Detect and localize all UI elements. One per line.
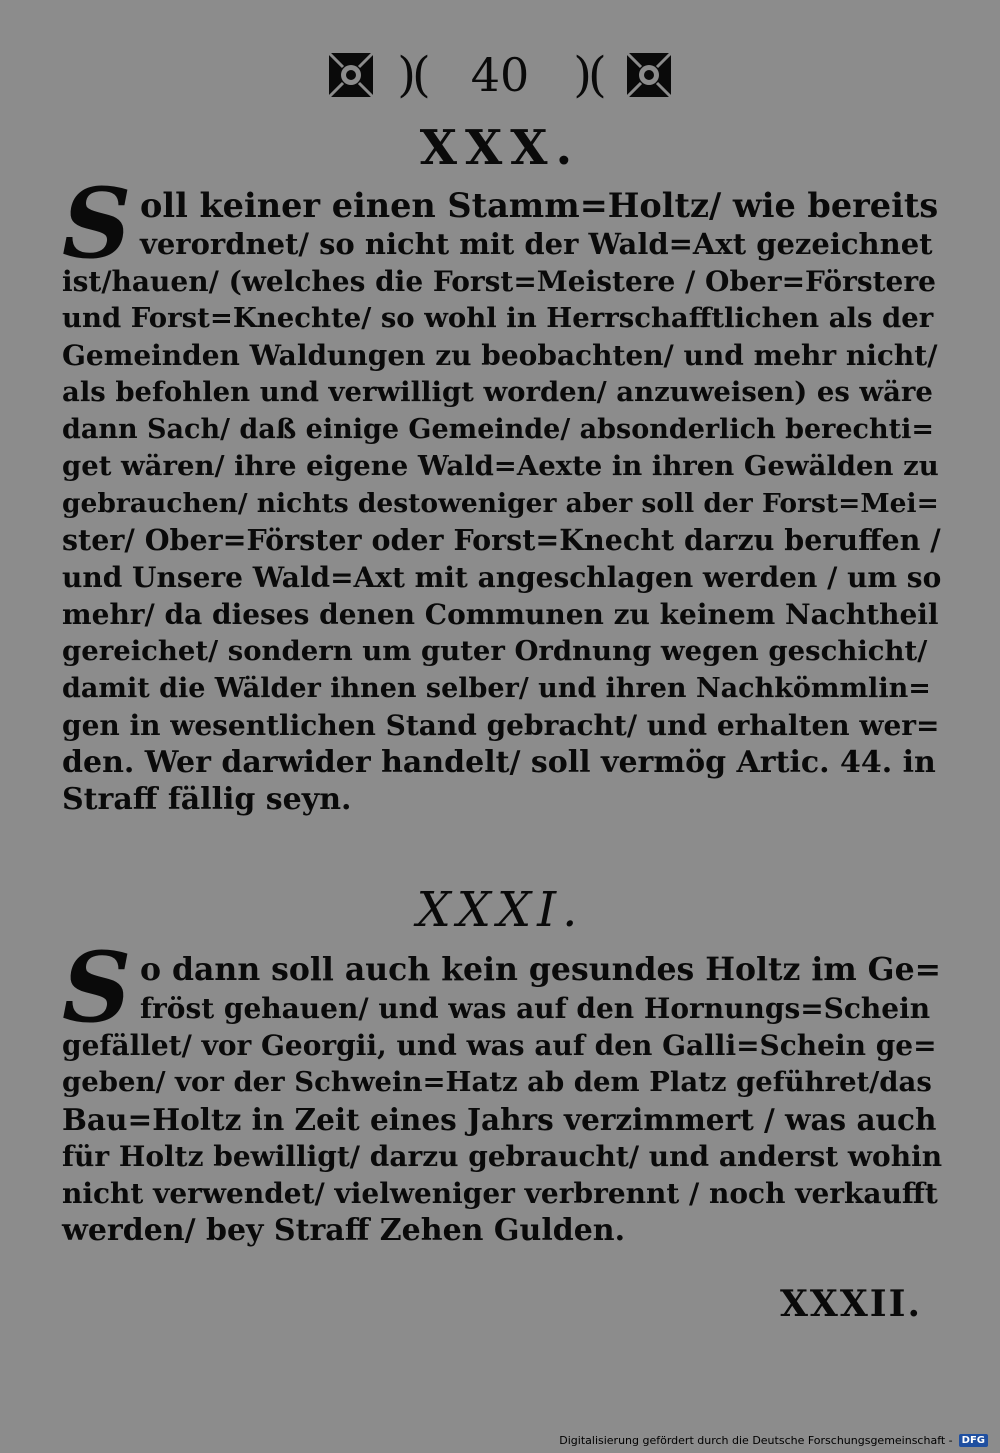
ornament-icon	[623, 49, 675, 101]
text-line: werden/ bey Straff Zehen Gulden.	[62, 1213, 626, 1248]
text-line: nicht verwendet/ vielweniger verbrennt / noch verkaufft	[62, 1177, 938, 1210]
text-line: damit die Wälder ihnen selber/ und ihren Nachkömmlin=	[62, 673, 931, 704]
text-line: den. Wer darwider handelt/ soll vermög Artic. 44. in	[62, 745, 936, 780]
page-header	[0, 40, 1000, 110]
digitization-footer	[559, 1434, 988, 1447]
text-line: oll keiner einen Stamm=Holtz/ wie bereits	[140, 186, 939, 225]
section-heading-xxxi: XXXI.	[416, 882, 584, 938]
section-body-xxx	[62, 167, 942, 818]
text-line: mehr/ da dieses denen Communen zu keinem Nachtheil	[62, 598, 939, 631]
text-line: für Holtz bewilligt/ darzu gebraucht/ und anderst wohin	[62, 1140, 943, 1173]
text-line: gefället/ vor Georgii, und was auf den Galli=Schein ge=	[62, 1029, 937, 1062]
text-line: get wären/ ihre eigene Wald=Aexte in ihren Gewälden zu	[62, 450, 939, 482]
text-line: ster/ Ober=Förster oder Forst=Knecht darzu beruffen /	[62, 523, 941, 557]
drop-initial: S	[62, 931, 132, 1044]
text-line: fröst gehauen/ und was auf den Hornungs=Schein	[140, 992, 931, 1025]
section-body-xxxi	[62, 931, 943, 1249]
section-heading-xxx: XXX.	[419, 120, 581, 176]
footer-credit: Digitalisierung gefördert durch die Deutsche Forschungsgemeinschaft -	[559, 1434, 953, 1447]
text-line: verordnet/ so nicht mit der Wald=Axt gezeichnet	[140, 227, 933, 261]
text-line: o dann soll auch kein gesundes Holtz im Ge=	[140, 951, 942, 988]
text-line: dann Sach/ daß einige Gemeinde/ absonderlich berechti=	[62, 414, 934, 445]
text-line: Bau=Holtz in Zeit eines Jahrs verzimmert / was auch	[62, 1102, 937, 1137]
catchword: XXXII.	[779, 1283, 922, 1325]
drop-initial: S	[62, 167, 132, 280]
ornament-icon	[325, 49, 377, 101]
text-line: und Forst=Knechte/ so wohl in Herrschafftlichen als der	[62, 302, 934, 334]
text-line: gebrauchen/ nichts destoweniger aber soll der Forst=Mei=	[62, 488, 939, 519]
text-line: und Unsere Wald=Axt mit angeschlagen werden / um so	[62, 561, 942, 594]
text-line: gereichet/ sondern um guter Ordnung wegen geschicht/	[62, 635, 928, 667]
dfg-logo: DFG	[959, 1434, 988, 1447]
right-parenthesis: )(	[573, 47, 603, 103]
text-line: Gemeinden Waldungen zu beobachten/ und mehr nicht/	[62, 339, 938, 372]
text-line: als befohlen und verwilligt worden/ anzuweisen) es wäre	[62, 376, 933, 408]
text-line: gen in wesentlichen Stand gebracht/ und erhalten wer=	[62, 709, 940, 742]
text-line: geben/ vor der Schwein=Hatz ab dem Platz geführet/das	[62, 1066, 932, 1098]
text-line: ist/hauen/ (welches die Forst=Meistere / Ober=Förstere	[62, 265, 936, 298]
left-parenthesis: )(	[397, 47, 427, 103]
text-line: Straff fällig seyn.	[62, 782, 352, 817]
page-number: 40	[470, 48, 530, 102]
